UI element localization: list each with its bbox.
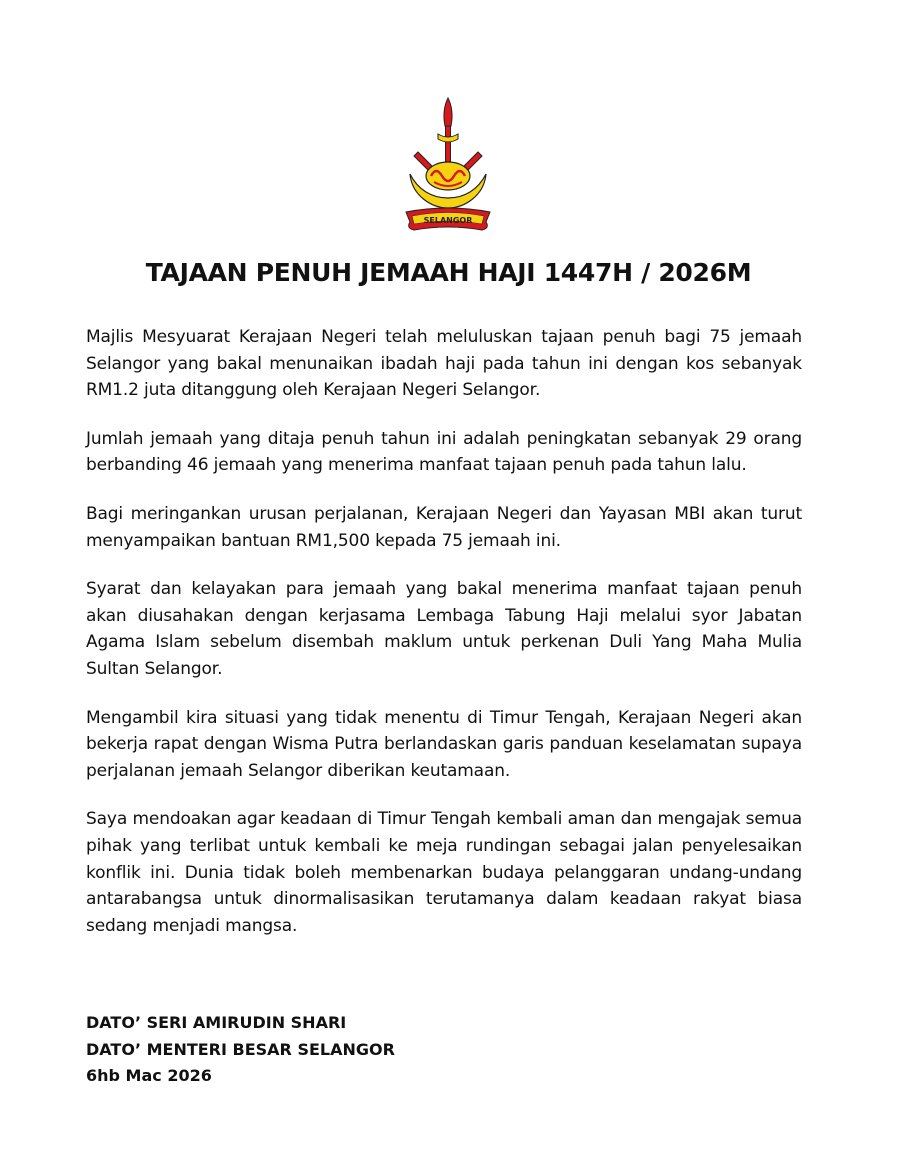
crest-spear-tip: [444, 98, 452, 126]
crest-banner-text: SELANGOR: [423, 216, 473, 225]
selangor-crest-logo: [398, 96, 498, 238]
statement-body: [86, 324, 802, 961]
paragraph: Jumlah jemaah yang ditaja penuh tahun ini adalah peningkatan sebanyak 29 orang berbanding 46 jemaah yang menerima manfaat tajaan penuh pada tahun lalu.: [86, 428, 802, 476]
page-title: TAJAAN PENUH JEMAAH HAJI 1447H / 2026M: [145, 258, 752, 287]
crest-left-keris: [414, 152, 432, 170]
paragraph: Majlis Mesyuarat Kerajaan Negeri telah meluluskan tajaan penuh bagi 75 jemaah Selangor yang bakal menunaikan ibadah haji pada tahun ini dengan kos sebanyak RM1.2 juta ditanggung oleh Kerajaan Negeri Selangor.: [86, 327, 802, 401]
signatory-name: DATO’ SERI AMIRUDIN SHARI: [86, 1013, 347, 1032]
paragraph: Saya mendoakan agar keadaan di Timur Tengah kembali aman dan mengajak semua pihak yang terlibat untuk kembali ke meja rundingan sebagai jalan penyelesaikan konflik ini. Dunia tidak boleh membenarkan budaya pelanggaran undang-undang antarabangsa untuk dinormalisasikan terutamanya dalam keadaan rakyat biasa sedang menjadi mangsa.: [86, 809, 802, 936]
paragraph: Mengambil kira situasi yang tidak menentu di Timur Tengah, Kerajaan Negeri akan bekerja rapat dengan Wisma Putra berlandaskan garis panduan keselamatan supaya perjalanan jemaah Selangor diberikan keutamaan.: [86, 707, 802, 781]
signatory-position: DATO’ MENTERI BESAR SELANGOR: [86, 1039, 395, 1059]
crest-right-keris: [464, 152, 482, 170]
signature-block: [86, 1010, 395, 1090]
statement-date: 6hb Mac 2026: [86, 1066, 212, 1085]
paragraph: Bagi meringankan urusan perjalanan, Kerajaan Negeri dan Yayasan MBI akan turut menyampaikan bantuan RM1,500 kepada 75 jemaah ini.: [86, 503, 802, 551]
paragraph: Syarat dan kelayakan para jemaah yang bakal menerima manfaat tajaan penuh akan diusahakan dengan kerjasama Lembaga Tabung Haji melalui syor Jabatan Agama Islam sebelum disembah maklum untuk perkenan Duli Yang Maha Mulia Sultan Selangor.: [86, 579, 802, 679]
